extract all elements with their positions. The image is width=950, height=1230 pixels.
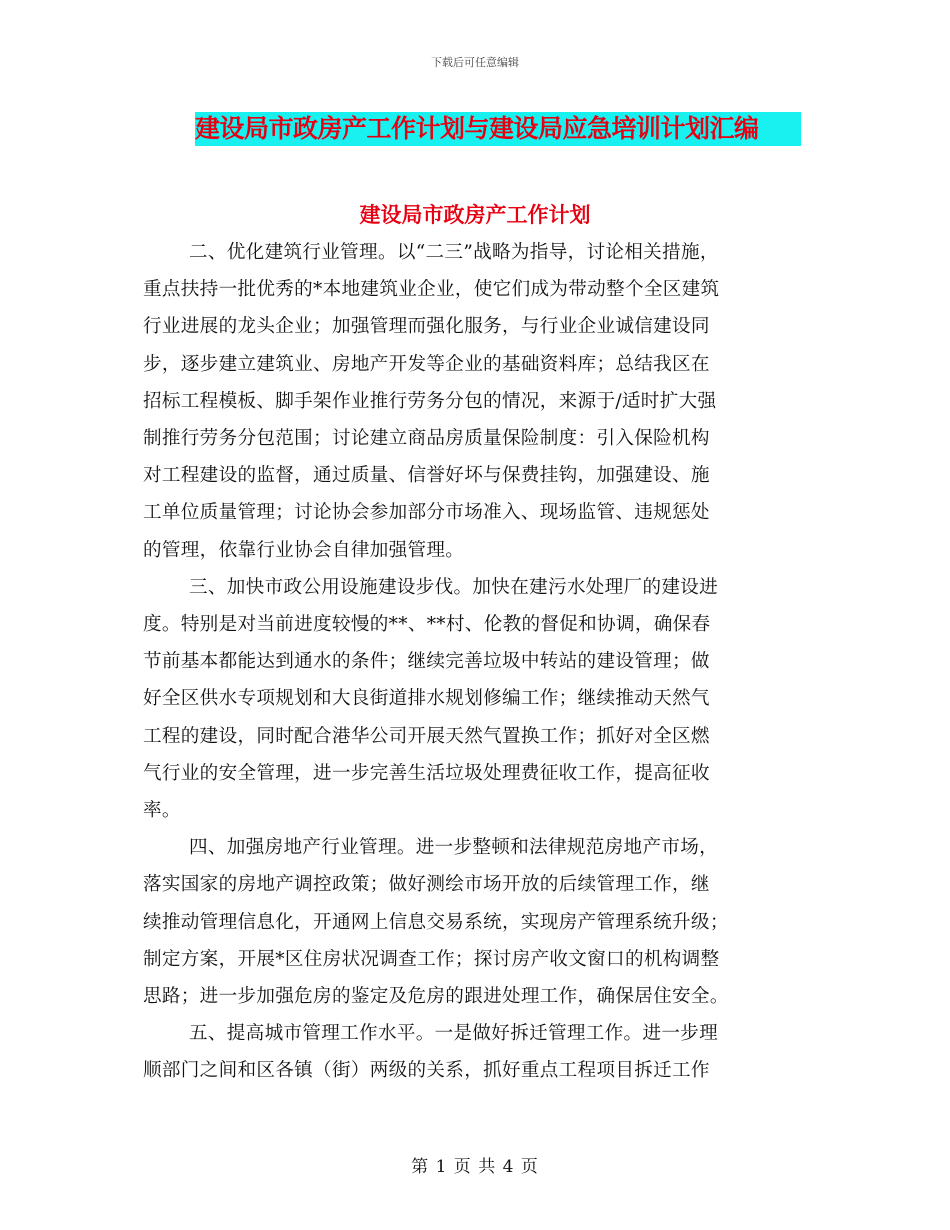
paragraph-line: 的管理，依靠行业协会自律加强管理。	[143, 539, 465, 561]
paragraph-line: 顺部门之间和区各镇（街）两级的关系，抓好重点工程项目拆迁工作	[143, 1060, 710, 1082]
paragraph-line: 率。	[143, 800, 181, 822]
paragraph-line: 思路；进一步加强危房的鉴定及危房的跟进处理工作，确保居住安全。	[143, 986, 729, 1008]
paragraph	[143, 234, 807, 569]
paragraph-line: 步，逐步建立建筑业、房地产开发等企业的基础资料库；总结我区在	[143, 353, 710, 375]
main-title: 建设局市政房产工作计划与建设局应急培训计划汇编	[195, 112, 801, 146]
paragraph-line: 度。特别是对当前进度较慢的**、**村、伦教的督促和协调，确保春	[143, 614, 711, 636]
paragraph	[143, 569, 807, 829]
paragraph-line: 工程的建设，同时配合港华公司开展天然气置换工作；抓好对全区燃	[143, 725, 710, 747]
page-footer: 第 1 页 共 4 页	[411, 1157, 539, 1177]
paragraph	[143, 829, 807, 1015]
paragraph-line: 行业进展的龙头企业；加强管理而强化服务，与行业企业诚信建设同	[143, 316, 710, 338]
paragraph-line: 重点扶持一批优秀的*本地建筑业企业，使它们成为带动整个全区建筑	[143, 279, 720, 301]
paragraph-line: 对工程建设的监督，通过质量、信誉好坏与保费挂钩，加强建设、施	[143, 465, 710, 487]
paragraph-line: 续推动管理信息化，开通网上信息交易系统，实现房产管理系统升级；	[143, 911, 729, 933]
paragraph-line: 气行业的安全管理，进一步完善生活垃圾处理费征收工作，提高征收	[143, 762, 710, 784]
paragraph-line: 四、加强房地产行业管理。进一步整顿和法律规范房地产市场，	[189, 837, 719, 859]
paragraph-line: 工单位质量管理；讨论协会参加部分市场准入、现场监管、违规惩处	[143, 502, 710, 524]
header-note: 下载后可任意编辑	[431, 56, 519, 69]
paragraph	[143, 1015, 807, 1089]
paragraph-line: 好全区供水专项规划和大良街道排水规划修编工作；继续推动天然气	[143, 688, 710, 710]
paragraph-line: 制定方案，开展*区住房状况调查工作；探讨房产收文窗口的机构调整	[143, 948, 720, 970]
paragraph-line: 二、优化建筑行业管理。以“二三”战略为指导，讨论相关措施，	[189, 242, 719, 263]
paragraph-line: 制推行劳务分包范围；讨论建立商品房质量保险制度：引入保险机构	[143, 428, 710, 450]
section-title: 建设局市政房产工作计划	[359, 202, 591, 227]
paragraph-line: 落实国家的房地产调控政策；做好测绘市场开放的后续管理工作，继	[143, 874, 710, 896]
paragraph-line: 三、加快市政公用设施建设步伐。加快在建污水处理厂的建设进	[189, 576, 719, 598]
document-body	[143, 234, 807, 1090]
paragraph-line: 招标工程模板、脚手架作业推行劳务分包的情况，来源于/适时扩大强	[143, 390, 717, 412]
paragraph-line: 节前基本都能达到通水的条件；继续完善垃圾中转站的建设管理；做	[143, 651, 710, 673]
paragraph-line: 五、提高城市管理工作水平。一是做好拆迁管理工作。进一步理	[189, 1023, 719, 1045]
